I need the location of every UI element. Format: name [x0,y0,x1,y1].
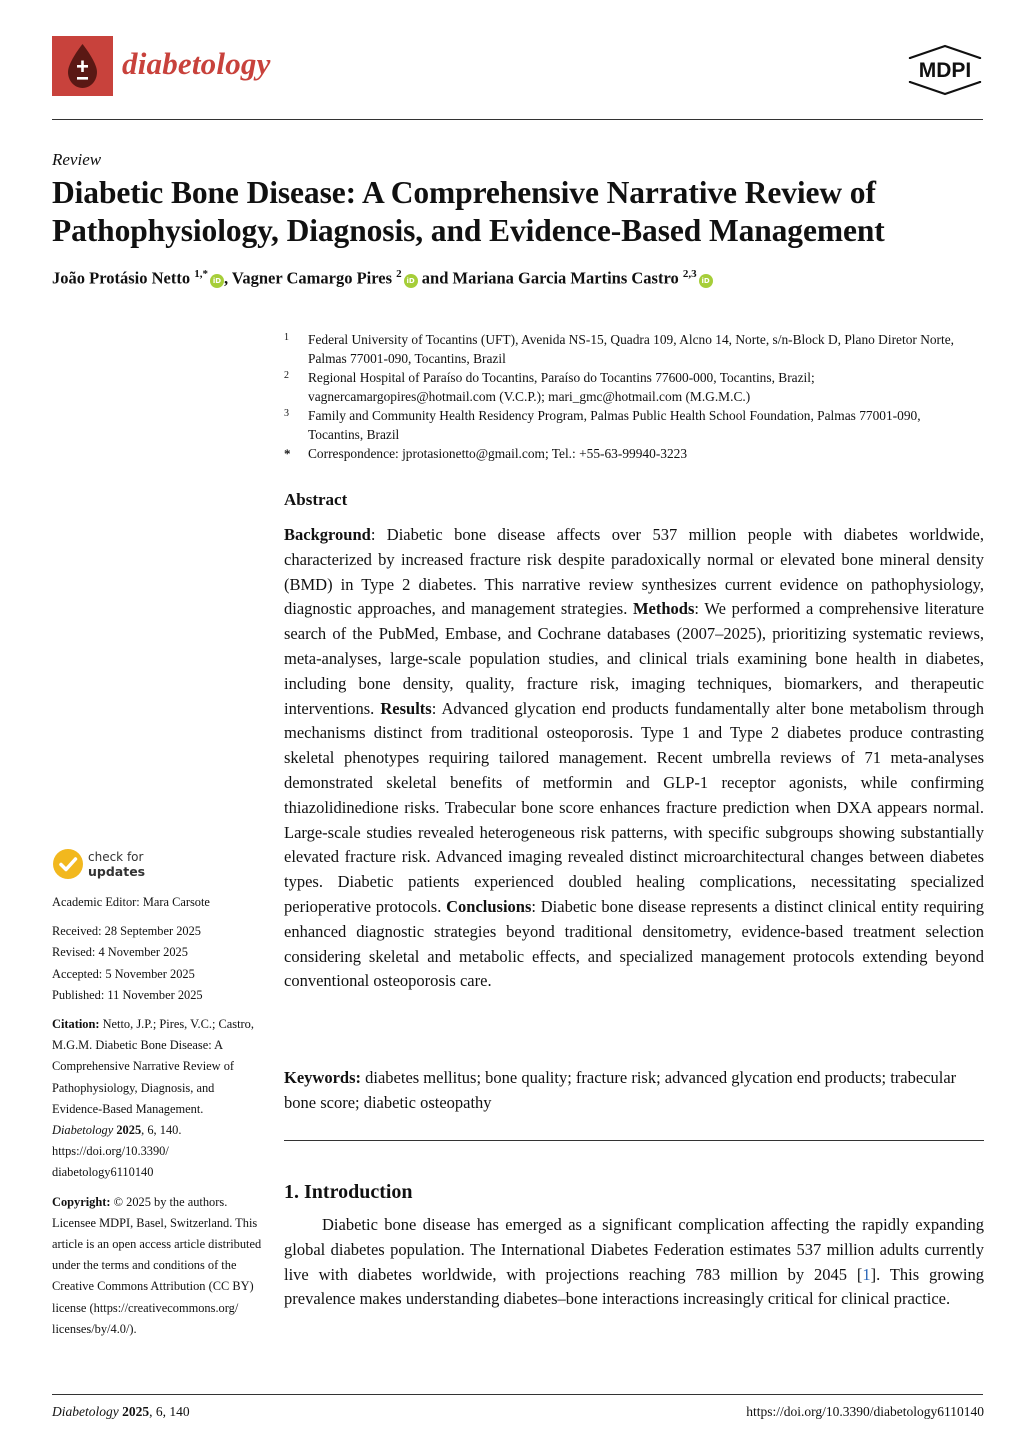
author-separator: , [223,268,232,288]
affiliations [284,330,964,463]
check-updates-line1: check for [88,850,144,864]
citation [52,1014,267,1184]
journal-name: diabetology [122,46,271,81]
affiliation-text: Family and Community Health Residency Program, Palmas Public Health School Foundation, Palmas 77001-090, Tocantins, Brazil [308,408,921,442]
revised-date: Revised: 4 November 2025 [52,945,188,960]
section-divider [284,1140,984,1141]
abstract-body [284,523,984,994]
copyright-text: © 2025 by the authors. Licensee MDPI, Basel, Switzerland. This article is an open access article distributed under the terms and conditions of the Creative Commons Attribution (CC BY) license (https://creativecommons.org/ licenses/by/4.0/). [52,1194,262,1336]
introduction-paragraph [284,1213,984,1312]
citation-journal: Diabetology [52,1123,114,1138]
abstract-methods-text: : We performed a comprehensive literature search of the PubMed, Embase, and Cochrane databases (2007–2025), prioritizing systematic reviews, meta-analyses, large-scale population studies, and clinical trials examining bone health in diabetes, including bone density, quality, fracture risk, imaging techniques, biomarkers, and therapeutic interventions. [284,599,984,718]
header-divider [52,119,983,120]
orcid-icon[interactable]: iD [404,274,418,288]
author-name: Mariana Garcia Martins Castro [452,268,679,288]
abstract-background-label: Background [284,525,371,544]
affiliation-text: Regional Hospital of Paraíso do Tocantins, Paraíso do Tocantins 77600-000, Tocantins, Brazil; vagnercamargopires@hotmail.com (V.C.P.); mari_gmc@hotmail.com (M.G.M.C.) [308,370,815,404]
affiliation-item [284,368,964,406]
article-dates [52,921,267,1006]
intro-text-part: ]. This growing prevalence makes understanding diabetes–bone interactions increasingly critical for clinical practice. [284,1264,984,1309]
abstract-heading: Abstract [284,490,348,509]
check-updates-line2: updates [88,864,146,879]
intro-text-part: Diabetic bone disease has emerged as a significant complication affecting the rapidly expanding global diabetes population. The International Diabetes Federation estimates 537 million adults currently live with diabetes worldwide, with projections reaching 783 million by 2045 [ [284,1215,984,1284]
affiliation-number: * [284,446,291,461]
abstract-background-text: : Diabetic bone disease affects over 537 million people with diabetes worldwide, characterized by increased fracture risk despite paradoxically normal or elevated bone mineral density (BMD) in Type 2 diabetes. This narrative review synthesizes current evidence on pathophysiology, diagnostic approaches, and management strategies. [284,525,984,619]
mdpi-logo [906,44,984,96]
footer-journal: Diabetology [52,1404,119,1419]
affiliation-number: 1 [284,332,289,343]
section-heading-introduction: 1. Introduction [284,1181,413,1203]
citation-label: Citation: [52,1017,100,1032]
author-list [52,268,992,289]
published-date: Published: 11 November 2025 [52,987,203,1002]
academic-editor: Academic Editor: Mara Carsote [52,895,210,909]
keywords-label: Keywords: [284,1068,361,1087]
footer-citation [52,1404,190,1420]
author-affiliation-sup: 2 [396,268,402,280]
journal-logo [52,36,113,96]
footer-divider [52,1394,983,1395]
abstract-results-label: Results [380,698,432,718]
footer-doi-link[interactable]: https://doi.org/10.3390/diabetology6110140 [746,1404,984,1419]
received-date: Received: 28 September 2025 [52,924,201,939]
orcid-icon[interactable]: iD [699,274,713,288]
correspondence-item [284,444,964,463]
footer-year: 2025 [118,1404,150,1419]
author-separator: and [417,268,453,288]
correspondence-text: Correspondence: jprotasionetto@gmail.com; Tel.: +55-63-99940-3223 [308,446,688,461]
citation-year: 2025 [113,1123,142,1138]
check-for-updates-button[interactable] [52,846,172,882]
affiliation-number: 3 [284,408,289,419]
article-type: Review [52,150,102,169]
author-name: João Protásio Netto [52,268,191,288]
abstract-methods-label: Methods [632,599,695,619]
copyright [52,1192,267,1340]
article-title: Diabetic Bone Disease: A Comprehensive Narrative Review of Pathophysiology, Diagnosis, and Evidence-Based Management [52,175,885,248]
keywords [284,1066,984,1116]
author-name: Vagner Camargo Pires [231,268,393,288]
copyright-label: Copyright: [52,1194,111,1209]
affiliation-item [284,406,964,444]
author-affiliation-sup: 1,* [194,268,208,280]
abstract-conclusions-label: Conclusions [446,896,532,916]
publisher-logo-text: MDPI [918,59,972,82]
affiliation-number: 2 [284,370,289,381]
author-affiliation-sup: 2,3 [682,268,697,280]
article-sidebar [52,892,267,1348]
keywords-text: diabetes mellitus; bone quality; fracture risk; advanced glycation end products; trabecular bone score; diabetic osteopathy [284,1068,957,1112]
abstract-results-text: : Advanced glycation end products fundamentally alter bone metabolism through mechanisms distinct from traditional osteoporosis. Type 1 and Type 2 diabetes produce contrasting skeletal phenotypes requiring tailored management. Recent umbrella reviews of 71 meta-analyses demonstrated skeletal benefits of metformin and GLP-1 receptor agonists, while confirming thiazolidinedione risks. Trabecular bone score enhances fracture prediction when DXA appears normal. Large-scale studies revealed heterogeneous risk patterns, with specific subgroups showing substantially elevated fracture risk. Advanced imaging revealed distinct microarchitectural changes between diabetes types. Diabetic patients experienced doubled healing complications, necessitating specialized perioperative protocols. [284,698,984,916]
check-updates-icon [52,848,84,880]
abstract-conclusions-text: : Diabetic bone disease represents a distinct clinical entity requiring enhanced diagnostic strategies beyond traditional densitometry, evidence-based treatment selection considering skeletal and metabolic effects, and specialized management protocols extending beyond conventional osteoporosis care. [284,896,984,991]
reference-link[interactable]: 1 [862,1264,871,1284]
orcid-icon[interactable]: iD [210,274,224,288]
blood-drop-plus-minus-icon [52,36,113,96]
footer-volume: , 6, 140 [149,1404,190,1419]
affiliation-item [284,330,964,368]
citation-volume-doi[interactable]: , 6, 140. https://doi.org/10.3390/ diabetology6110140 [52,1123,182,1180]
citation-text: Netto, J.P.; Pires, V.C.; Castro, M.G.M. Diabetic Bone Disease: A Comprehensive Narrative Review of Pathophysiology, Diagnosis, and Evidence-Based Management. [52,1017,254,1116]
affiliation-text: Federal University of Tocantins (UFT), Avenida NS-15, Quadra 109, Alcno 14, Norte, s/n-Block D, Plano Diretor Norte, Palmas 77001-090, Tocantins, Brazil [308,332,955,366]
accepted-date: Accepted: 5 November 2025 [52,966,195,981]
